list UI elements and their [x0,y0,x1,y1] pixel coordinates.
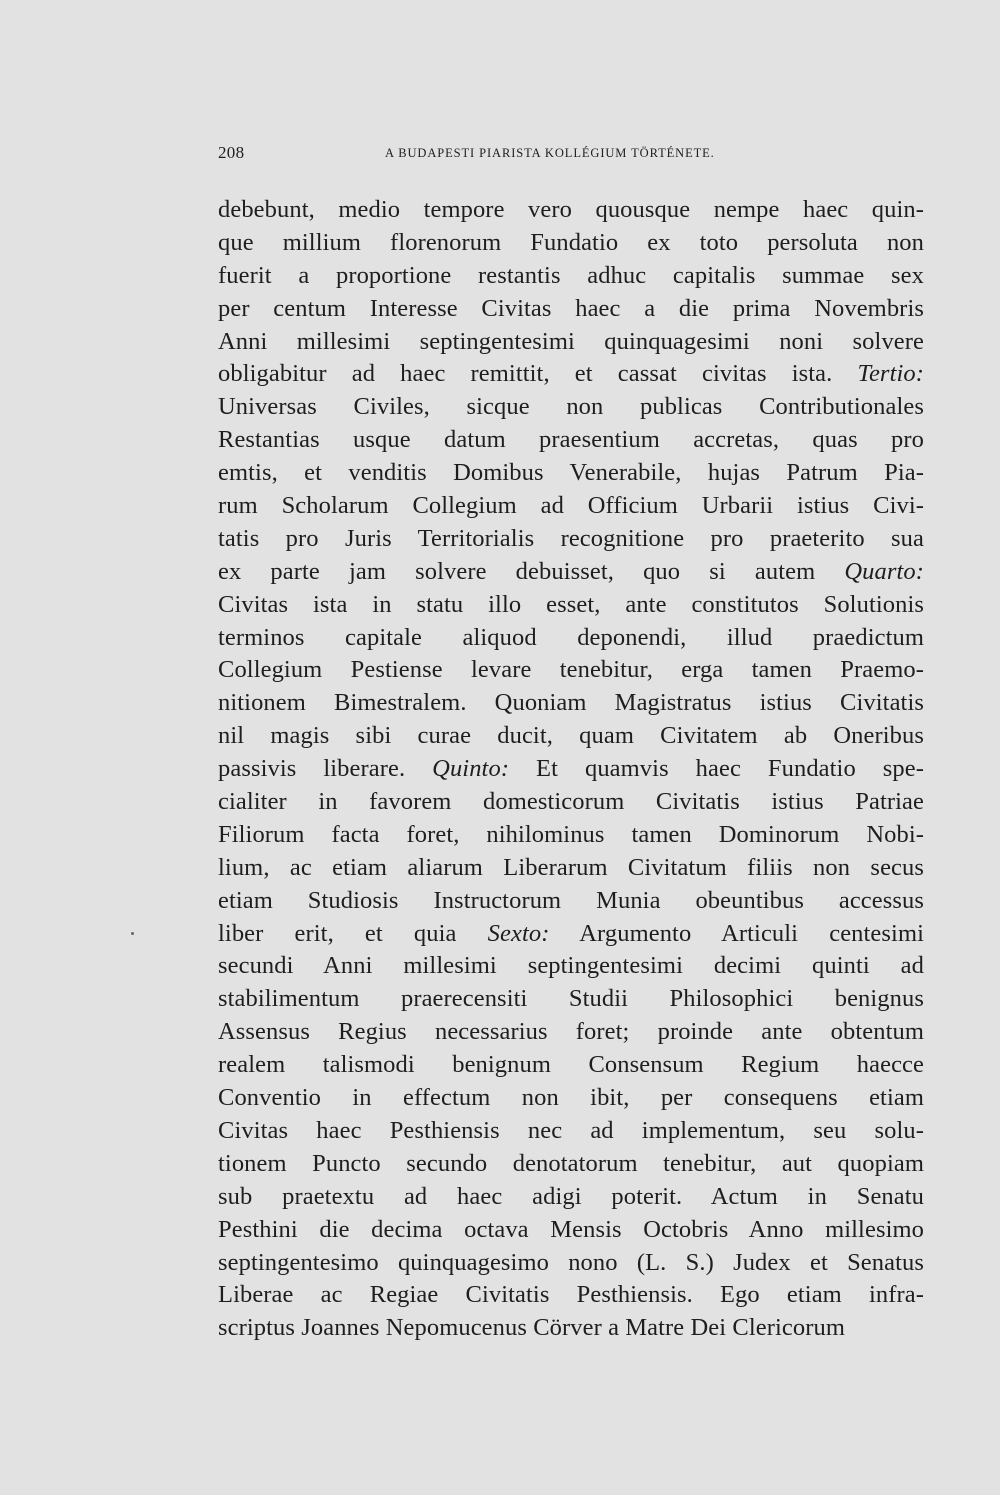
text-segment: passivis liberare. [218,755,433,783]
text-line [218,786,924,819]
text-line [218,227,924,260]
text-line [218,326,924,359]
text-line [218,194,924,227]
text-segment: cialiter in favorem domesticorum Civitatis istius Patriae [218,788,924,816]
text-line [218,819,924,852]
text-line [218,622,924,655]
text-line [218,885,924,918]
italic-term: Sexto: [487,919,550,947]
text-segment: stabilimentum praerecensiti Studii Philosophici benignus [218,985,924,1013]
text-line [218,424,924,457]
page-header [218,143,924,167]
text-line [218,457,924,490]
text-line [218,1247,924,1280]
text-line [218,293,924,326]
italic-term: Quinto: [432,755,510,783]
text-line [218,1214,924,1247]
text-line [218,391,924,424]
text-segment: emtis, et venditis Domibus Venerabile, hujas Patrum Pia- [218,459,924,487]
text-segment: tionem Puncto secundo denotatorum tenebitur, aut quopiam [218,1149,924,1177]
text-segment: septingentesimo quinquagesimo nono (L. S.) Judex et Senatus [218,1248,924,1276]
text-segment: sub praetextu ad haec adigi poterit. Actum in Senatu [218,1182,924,1210]
text-segment: realem talismodi benignum Consensum Regium haecce [218,1051,924,1079]
text-segment: Assensus Regius necessarius foret; proinde ante obtentum [218,1018,924,1046]
text-line [218,950,924,983]
italic-term: Quarto: [844,557,924,585]
text-segment: per centum Interesse Civitas haec a die prima Novembris [218,294,924,322]
text-segment: rum Scholarum Collegium ad Officium Urbarii istius Civi- [218,492,924,520]
text-line [218,1082,924,1115]
text-segment: terminos capitale aliquod deponendi, illud praedictum [218,623,924,651]
text-line [218,753,924,786]
text-line [218,358,924,391]
text-segment: Anni millesimi septingentesimi quinquagesimi noni solvere [218,327,924,355]
text-segment: Argumento Articuli centesimi [549,919,925,947]
text-line [218,556,924,589]
text-line [218,1279,924,1312]
text-line [218,687,924,720]
text-segment: Universas Civiles, sicque non publicas Contributionales [218,393,924,421]
text-segment: que millium florenorum Fundatio ex toto persoluta non [218,228,924,256]
text-line [218,523,924,556]
text-line [218,490,924,523]
page-number: 208 [218,143,245,162]
text-line [218,589,924,622]
text-segment: fuerit a proportione restantis adhuc capitalis summae sex [218,261,924,289]
running-title: A BUDAPESTI PIARISTA KOLLÉGIUM TÖRTÉNETE. [385,146,715,160]
text-segment: Liberae ac Regiae Civitatis Pesthiensis. Ego etiam infra- [218,1281,924,1309]
text-segment: debebunt, medio tempore vero quousque nempe haec quin- [218,196,924,223]
text-segment: Pesthini die decima octava Mensis Octobris Anno millesimo [218,1215,924,1243]
text-segment: tatis pro Juris Territorialis recognitione pro praeterito sua [218,524,924,552]
text-segment: secundi Anni millesimi septingentesimi decimi quinti ad [218,952,924,980]
text-segment: Conventio in effectum non ibit, per consequens etiam [218,1084,924,1112]
text-line [218,918,924,951]
text-segment: obligabitur ad haec remittit, et cassat civitas ista. [218,360,858,388]
text-segment: scriptus Joannes Nepomucenus Cörver a Matre Dei Clericorum [218,1314,845,1342]
text-segment: liber erit, et quia [218,919,488,947]
text-line [218,983,924,1016]
text-line [218,1016,924,1049]
print-speck [131,932,134,935]
body-text [218,194,924,1345]
text-line [218,654,924,687]
text-segment: nil magis sibi curae ducit, quam Civitatem ab Oneribus [218,722,924,750]
text-segment: nitionem Bimestralem. Quoniam Magistratus istius Civitatis [218,689,924,717]
text-line [218,1312,924,1345]
text-segment: Restantias usque datum praesentium accretas, quas pro [218,426,924,454]
text-segment: etiam Studiosis Instructorum Munia obeuntibus accessus [218,886,924,914]
text-line [218,1049,924,1082]
text-line [218,260,924,293]
text-segment: Civitas haec Pesthiensis nec ad implementum, seu solu- [218,1116,924,1144]
italic-term: Tertio: [857,360,924,388]
text-line [218,1148,924,1181]
text-line [218,1115,924,1148]
text-line [218,1181,924,1214]
text-segment: Civitas ista in statu illo esset, ante constitutos Solutionis [218,590,924,618]
text-segment: Filiorum facta foret, nihilominus tamen Dominorum Nobi- [218,820,924,848]
text-line [218,852,924,885]
text-segment: ex parte jam solvere debuisset, quo si autem [218,557,845,585]
text-line [218,720,924,753]
text-segment: Collegium Pestiense levare tenebitur, erga tamen Praemo- [218,656,924,684]
text-segment: lium, ac etiam aliarum Liberarum Civitatum filiis non secus [218,853,924,881]
text-segment: Et quamvis haec Fundatio spe- [509,755,924,783]
